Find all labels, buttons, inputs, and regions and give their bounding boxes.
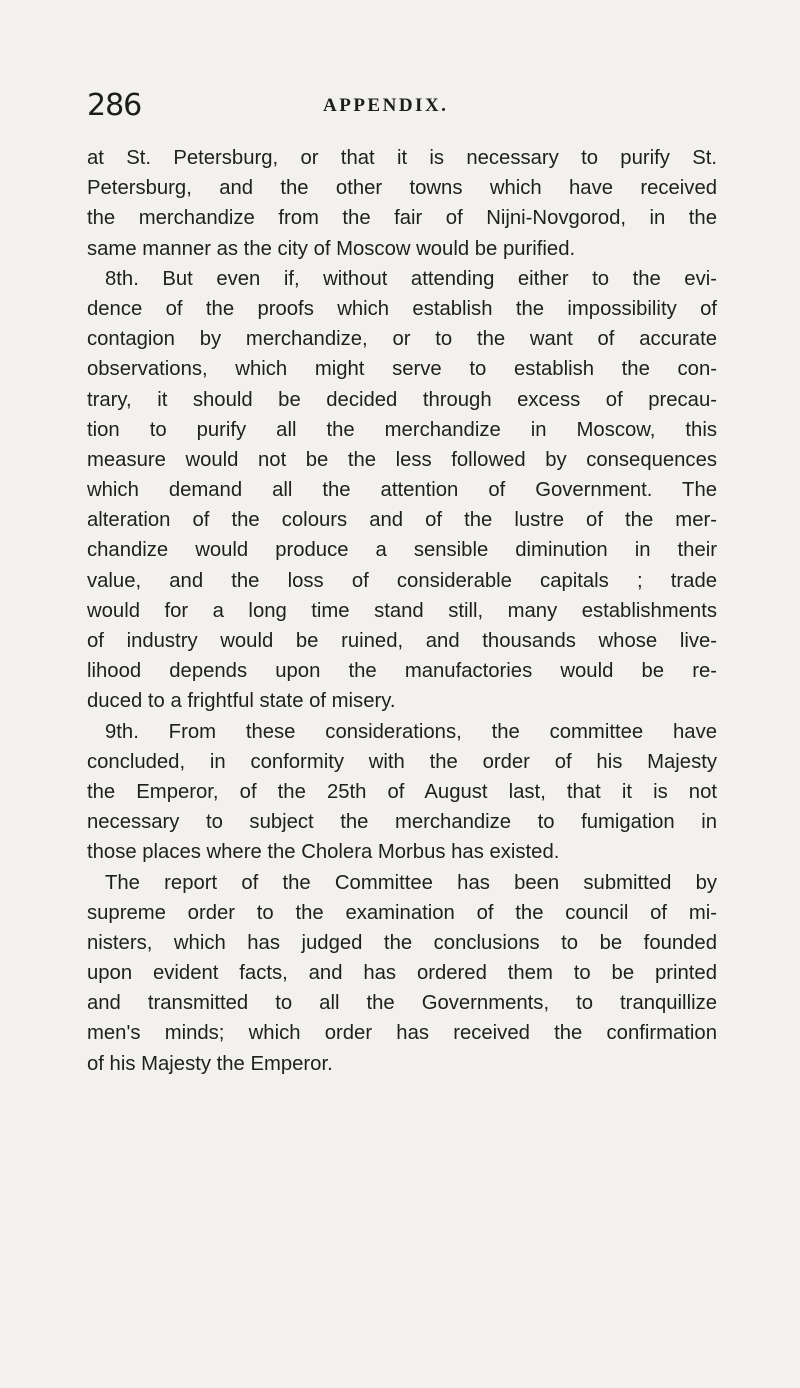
text-line: alteration of the colours and of the lustre of the mer- bbox=[87, 509, 717, 532]
text-line: same manner as the city of Moscow would be purified. bbox=[87, 237, 576, 260]
text-line: contagion by merchandize, or to the want of accurate bbox=[87, 328, 717, 351]
text-line: value, and the loss of considerable capitals ; trade bbox=[87, 569, 717, 592]
body-text bbox=[87, 143, 717, 1079]
text-line: nisters, which has judged the conclusions to be founded bbox=[87, 931, 717, 954]
text-line: The report of the Committee has been submitted by bbox=[105, 871, 717, 894]
page-number: 286 bbox=[87, 88, 142, 123]
text-line: 9th. From these considerations, the committee have bbox=[105, 720, 717, 743]
text-line: those places where the Cholera Morbus has existed. bbox=[87, 841, 560, 864]
text-line: necessary to subject the merchandize to fumigation in bbox=[87, 811, 717, 834]
text-line: 8th. But even if, without attending either to the evi- bbox=[105, 267, 717, 290]
text-line: observations, which might serve to establish the con- bbox=[87, 358, 717, 381]
text-line: the merchandize from the fair of Nijni-Novgorod, in the bbox=[87, 207, 717, 230]
text-line: at St. Petersburg, or that it is necessary to purify St. bbox=[87, 147, 717, 169]
text-line: trary, it should be decided through excess of precau- bbox=[87, 388, 717, 411]
text-line: concluded, in conformity with the order of his Majesty bbox=[87, 750, 717, 773]
text-line: supreme order to the examination of the council of mi- bbox=[87, 901, 717, 924]
text-line: measure would not be the less followed by consequences bbox=[87, 448, 717, 471]
text-line: tion to purify all the merchandize in Moscow, this bbox=[87, 418, 717, 441]
text-line: the Emperor, of the 25th of August last, that it is not bbox=[87, 780, 717, 803]
page-header bbox=[87, 88, 727, 128]
text-line: which demand all the attention of Government. The bbox=[87, 479, 717, 502]
text-line: and transmitted to all the Governments, to tranquillize bbox=[87, 992, 717, 1015]
text-line: lihood depends upon the manufactories would be re- bbox=[87, 660, 717, 683]
text-line: men's minds; which order has received the confirmation bbox=[87, 1022, 717, 1045]
text-line: chandize would produce a sensible diminution in their bbox=[87, 539, 717, 562]
text-line: dence of the proofs which establish the impossibility of bbox=[87, 297, 717, 320]
text-line: duced to a frightful state of misery. bbox=[87, 690, 396, 713]
text-line: would for a long time stand still, many establishments bbox=[87, 599, 717, 622]
running-head: APPENDIX. bbox=[323, 95, 449, 116]
text-line: of his Majesty the Emperor. bbox=[87, 1052, 333, 1075]
text-line: upon evident facts, and has ordered them to be printed bbox=[87, 962, 717, 985]
text-line: of industry would be ruined, and thousands whose live- bbox=[87, 630, 717, 652]
text-line: Petersburg, and the other towns which have received bbox=[87, 177, 717, 200]
